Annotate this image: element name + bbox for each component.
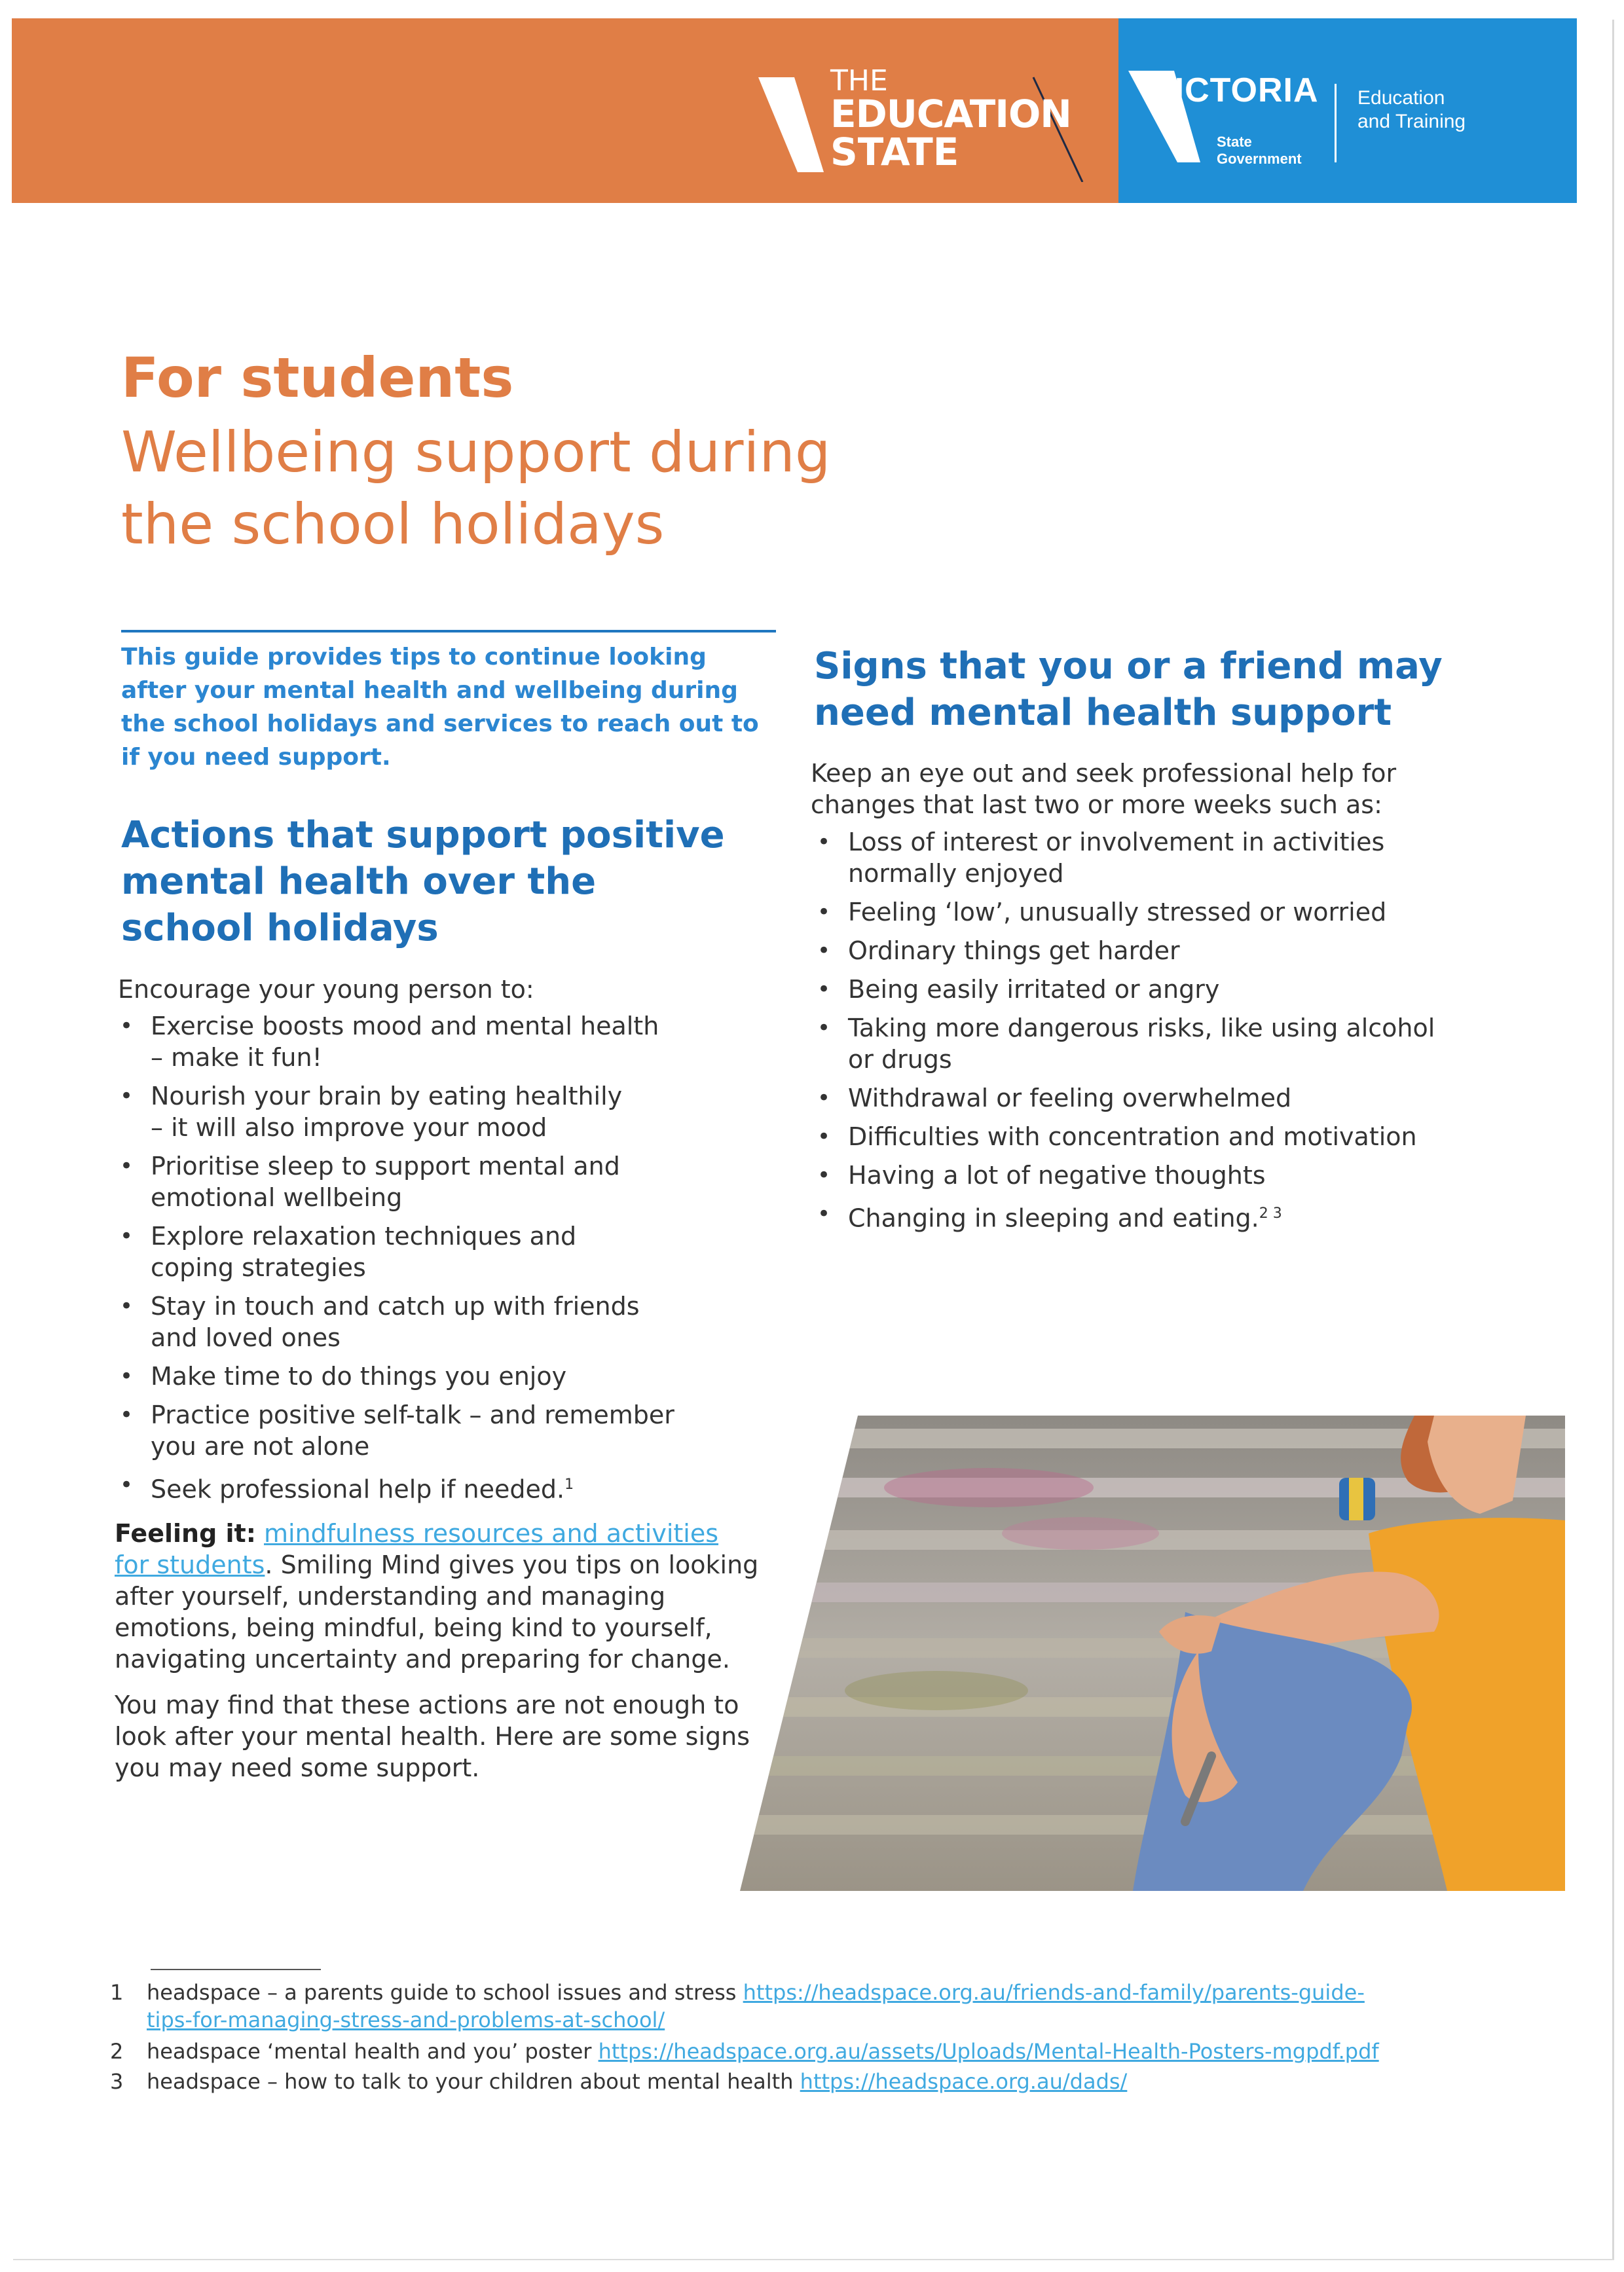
footnote-ref: 2 3	[1259, 1205, 1282, 1222]
paragraph-line: you may need some support.	[115, 1753, 480, 1782]
list-item	[812, 1198, 1493, 1234]
signs-heading	[814, 643, 1534, 736]
list-item	[812, 1160, 1493, 1191]
paragraph-text: emotions, being mindful, being kind to yourself,	[115, 1613, 712, 1642]
actions-list	[115, 1010, 769, 1512]
item-line: • Explore relaxation techniques and	[151, 1222, 577, 1251]
logo-divider	[1335, 84, 1337, 162]
item-line: – make it fun!	[151, 1043, 322, 1072]
item-line: • Being easily irritated or angry	[848, 975, 1220, 1004]
header-banner	[12, 18, 1577, 203]
item-line: • Withdrawal or feeling overwhelmed	[848, 1084, 1292, 1112]
intro-rule	[121, 630, 776, 632]
actions-heading	[121, 812, 809, 951]
education-state-logo	[758, 58, 1125, 182]
footnote-number: 1	[110, 1980, 124, 2005]
feeling-it-paragraph	[115, 1518, 783, 1675]
subtitle-line-2: the school holidays	[121, 492, 665, 557]
paragraph-text: . Smiling Mind gives you tips on looking	[265, 1550, 759, 1579]
paragraph-text: navigating uncertainty and preparing for change.	[115, 1645, 730, 1674]
footnote-number: 2	[110, 2039, 124, 2064]
department-name	[1357, 86, 1466, 134]
item-line: • Ordinary things get harder	[848, 936, 1180, 965]
list-item	[115, 1010, 769, 1073]
item-line: • Nourish your brain by eating healthily	[151, 1082, 623, 1110]
mindfulness-resources-link-cont[interactable]: for students	[115, 1550, 265, 1579]
signs-lead	[811, 758, 1498, 820]
state-text: State	[1217, 134, 1252, 150]
list-item	[115, 1291, 769, 1353]
subtitle-line-1: Wellbeing support during	[121, 420, 831, 485]
item-line: or drugs	[848, 1045, 952, 1074]
item-line: you are not alone	[151, 1432, 370, 1461]
scan-page-edge	[1612, 20, 1614, 2259]
student-photo	[740, 1416, 1565, 1891]
footnote-link[interactable]: https://headspace.org.au/dads/	[800, 2069, 1128, 2094]
list-item	[812, 896, 1493, 928]
list-item	[812, 826, 1493, 889]
footnote-label: headspace – how to talk to your children about mental health	[147, 2069, 800, 2094]
page-subtitle	[121, 416, 830, 560]
item-line: Seek professional help if needed.	[151, 1475, 565, 1504]
footnote-1	[110, 1979, 1577, 2038]
item-line: • Prioritise sleep to support mental and	[151, 1152, 620, 1181]
item-line: emotional wellbeing	[151, 1183, 403, 1212]
footnote-ref: 1	[564, 1476, 574, 1493]
actions-heading-line-1: Actions that support positive	[121, 814, 725, 856]
paragraph-line: You may find that these actions are not enough to	[115, 1691, 739, 1719]
actions-heading-line-3: school holidays	[121, 907, 439, 949]
item-line: • Feeling ‘low’, unusually stressed or worried	[848, 898, 1387, 926]
government-text: Government	[1217, 151, 1302, 167]
lead-line: changes that last two or more weeks such as:	[811, 790, 1382, 819]
may-find-paragraph	[115, 1689, 783, 1784]
footnote-2	[110, 2038, 1577, 2068]
intro-paragraph: This guide provides tips to continue looking after your mental health and wellbeing during the school holidays and services to reach out to if you need support.	[121, 644, 759, 771]
lead-line: Keep an eye out and seek professional help for	[811, 759, 1397, 788]
item-line: • Make time to do things you enjoy	[151, 1362, 567, 1391]
list-item	[115, 1399, 769, 1462]
item-line: • Stay in touch and catch up with friends	[151, 1292, 640, 1321]
footnote-text	[147, 2038, 1574, 2065]
footnote-text	[147, 2068, 1574, 2095]
department-line-1: Education	[1357, 87, 1445, 109]
list-item	[115, 1469, 769, 1505]
item-line: • Loss of interest or involvement in activities	[848, 828, 1385, 856]
list-item	[115, 1220, 769, 1283]
item-line: • Exercise boosts mood and mental health	[151, 1012, 659, 1040]
item-line: and loved ones	[151, 1323, 341, 1352]
footnote-link[interactable]: https://headspace.org.au/assets/Uploads/Mental-Health-Posters-mgpdf.pdf	[598, 2039, 1379, 2064]
item-line: • Practice positive self-talk – and remember	[151, 1401, 674, 1429]
item-line: • Having a lot of negative thoughts	[848, 1161, 1266, 1190]
list-item	[115, 1150, 769, 1213]
logo-state-text: STATE	[830, 130, 959, 174]
item-line: normally enjoyed	[848, 859, 1064, 888]
mindfulness-resources-link[interactable]: mindfulness resources and activities	[263, 1519, 719, 1548]
footnote-rule	[151, 1969, 321, 1970]
footnote-number: 3	[110, 2069, 124, 2094]
list-item	[812, 935, 1493, 966]
item-line: • Taking more dangerous risks, like using alcohol	[848, 1014, 1435, 1042]
list-item	[812, 974, 1493, 1005]
department-line-2: and Training	[1357, 111, 1466, 132]
list-item	[115, 1361, 769, 1392]
signs-heading-line-2: need mental health support	[814, 691, 1392, 734]
scan-bottom-edge	[13, 2259, 1614, 2260]
signs-heading-line-1: Signs that you or a friend may	[814, 645, 1443, 687]
list-item	[812, 1012, 1493, 1075]
signs-list	[812, 826, 1493, 1241]
item-line: coping strategies	[151, 1253, 366, 1282]
logo-the-text: THE	[830, 64, 888, 98]
footnote-link-cont[interactable]: tips-for-managing-stress-and-problems-at-school/	[147, 2007, 665, 2032]
footnote-label: headspace ‘mental health and you’ poster	[147, 2039, 599, 2064]
actions-lead: Encourage your young person to:	[118, 975, 534, 1004]
logo-education-text: EDUCATION	[830, 92, 1071, 136]
footnote-link[interactable]: https://headspace.org.au/friends-and-family/parents-guide-	[743, 1980, 1365, 2005]
victoria-text: VICTORIA	[1151, 71, 1319, 109]
item-line: Changing in sleeping and eating.	[848, 1203, 1259, 1233]
page-title-for-students: For students	[121, 346, 514, 410]
footnote-3	[110, 2068, 1577, 2098]
item-line: – it will also improve your mood	[151, 1113, 547, 1142]
item-line: • Difficulties with concentration and motivation	[848, 1122, 1417, 1151]
paragraph-line: look after your mental health. Here are some signs	[115, 1722, 750, 1751]
list-item	[115, 1080, 769, 1143]
footnote-label: headspace – a parents guide to school issues and stress	[147, 1980, 743, 2005]
list-item	[812, 1082, 1493, 1114]
list-item	[812, 1121, 1493, 1152]
paragraph-text: after yourself, understanding and managing	[115, 1582, 666, 1611]
footnote-text	[147, 1979, 1574, 2034]
actions-heading-line-2: mental health over the	[121, 860, 597, 903]
feeling-label: Feeling it:	[115, 1519, 256, 1548]
